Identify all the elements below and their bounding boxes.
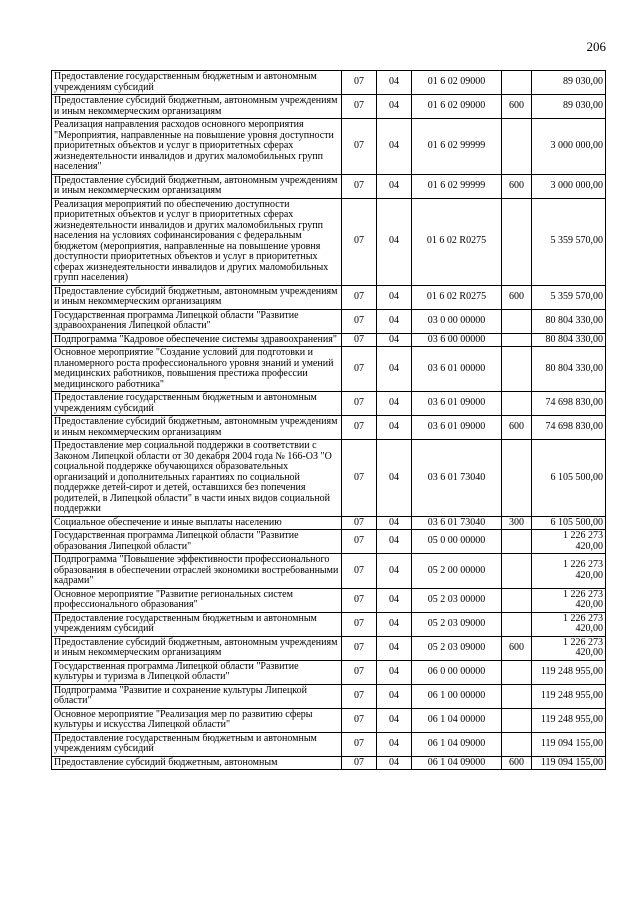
row-expense-type-cell <box>502 198 532 285</box>
row-target-article-cell: 06 1 04 09000 <box>412 756 502 770</box>
table-row <box>52 612 606 636</box>
row-amount-cell: 74 698 830,00 <box>532 392 606 416</box>
row-section-cell: 07 <box>342 660 377 684</box>
row-expense-type-cell: 600 <box>502 174 532 198</box>
table-row <box>52 440 606 517</box>
row-name-cell: Предоставление государственным бюджетным и автономным учреждениям субсидий <box>52 732 342 756</box>
row-expense-type-cell <box>502 612 532 636</box>
row-section-cell: 07 <box>342 554 377 589</box>
table-row <box>52 392 606 416</box>
row-amount-cell: 74 698 830,00 <box>532 416 606 440</box>
table-row <box>52 708 606 732</box>
row-name-cell: Предоставление субсидий бюджетным, автономным учреждениям и иным некоммерческим организациям <box>52 416 342 440</box>
row-expense-type-cell <box>502 309 532 333</box>
table-row <box>52 309 606 333</box>
row-amount-cell: 119 248 955,00 <box>532 684 606 708</box>
row-target-article-cell: 03 6 01 73040 <box>412 516 502 530</box>
row-section-cell: 07 <box>342 309 377 333</box>
row-subsection-cell: 04 <box>377 285 412 309</box>
row-name-cell: Предоставление государственным бюджетным и автономным учреждениям субсидий <box>52 612 342 636</box>
row-target-article-cell: 05 2 03 00000 <box>412 588 502 612</box>
row-subsection-cell: 04 <box>377 660 412 684</box>
row-target-article-cell: 03 6 00 00000 <box>412 333 502 347</box>
row-amount-cell: 1 226 273 420,00 <box>532 588 606 612</box>
row-name-cell: Основное мероприятие "Реализация мер по развитию сферы культуры и искусства Липецкой области" <box>52 708 342 732</box>
row-section-cell: 07 <box>342 708 377 732</box>
row-subsection-cell: 04 <box>377 309 412 333</box>
row-expense-type-cell <box>502 119 532 175</box>
table-row <box>52 684 606 708</box>
row-name-cell: Предоставление мер социальной поддержки в соответствии с Законом Липецкой области от 30 декабря 2004 года № 166-ОЗ "О социальной поддержке обучающихся образовательных организаций и дополнительных гарантиях по социальной поддержке детей-сирот и детей, оставшихся без попечения родителей, в Липецкой области" в части иных видов социальной поддержки <box>52 440 342 517</box>
row-section-cell: 07 <box>342 174 377 198</box>
row-name-cell: Реализация мероприятий по обеспечению доступности приоритетных объектов и услуг в приоритетных сферах жизнедеятельности инвалидов и других маломобильных групп населения на условиях софинансирования с федеральным бюджетом (мероприятия, направленные на повышение уровня доступности приоритетных объектов и услуг в приоритетных сферах жизнедеятельности инвалидов и других маломобильных групп населения) <box>52 198 342 285</box>
row-subsection-cell: 04 <box>377 416 412 440</box>
row-amount-cell: 6 105 500,00 <box>532 440 606 517</box>
row-subsection-cell: 04 <box>377 588 412 612</box>
row-expense-type-cell <box>502 660 532 684</box>
table-row <box>52 732 606 756</box>
row-amount-cell: 80 804 330,00 <box>532 333 606 347</box>
row-subsection-cell: 04 <box>377 95 412 119</box>
row-target-article-cell: 03 6 01 73040 <box>412 440 502 517</box>
row-name-cell: Подпрограмма "Развитие и сохранение культуры Липецкой области" <box>52 684 342 708</box>
table-row <box>52 333 606 347</box>
row-target-article-cell: 05 2 03 09000 <box>412 612 502 636</box>
row-section-cell: 07 <box>342 119 377 175</box>
table-row <box>52 660 606 684</box>
row-section-cell: 07 <box>342 71 377 95</box>
table-row <box>52 756 606 770</box>
row-subsection-cell: 04 <box>377 119 412 175</box>
row-name-cell: Предоставление субсидий бюджетным, автономным <box>52 756 342 770</box>
row-name-cell: Предоставление государственным бюджетным и автономным учреждениям субсидий <box>52 392 342 416</box>
row-amount-cell: 119 094 155,00 <box>532 732 606 756</box>
row-target-article-cell: 06 0 00 00000 <box>412 660 502 684</box>
row-section-cell: 07 <box>342 392 377 416</box>
row-name-cell: Предоставление государственным бюджетным и автономным учреждениям субсидий <box>52 71 342 95</box>
row-subsection-cell: 04 <box>377 530 412 554</box>
page-number: 206 <box>586 39 606 54</box>
row-subsection-cell: 04 <box>377 71 412 95</box>
row-expense-type-cell: 600 <box>502 416 532 440</box>
row-amount-cell: 3 000 000,00 <box>532 174 606 198</box>
row-target-article-cell: 05 2 03 09000 <box>412 636 502 660</box>
row-name-cell: Основное мероприятие "Создание условий для подготовки и планомерного роста профессионального уровня знаний и умений медицинских работников, повышения престижа профессии медицинского работника" <box>52 347 342 392</box>
row-section-cell: 07 <box>342 440 377 517</box>
row-target-article-cell: 05 2 00 00000 <box>412 554 502 589</box>
row-name-cell: Государственная программа Липецкой области "Развитие культуры и туризма в Липецкой области" <box>52 660 342 684</box>
row-amount-cell: 89 030,00 <box>532 71 606 95</box>
row-amount-cell: 119 248 955,00 <box>532 708 606 732</box>
row-target-article-cell: 06 1 04 09000 <box>412 732 502 756</box>
row-subsection-cell: 04 <box>377 756 412 770</box>
table-row <box>52 516 606 530</box>
row-section-cell: 07 <box>342 732 377 756</box>
row-target-article-cell: 03 0 00 00000 <box>412 309 502 333</box>
row-expense-type-cell <box>502 588 532 612</box>
row-subsection-cell: 04 <box>377 554 412 589</box>
row-amount-cell: 5 359 570,00 <box>532 198 606 285</box>
row-name-cell: Государственная программа Липецкой области "Развитие образования Липецкой области" <box>52 530 342 554</box>
row-amount-cell: 5 359 570,00 <box>532 285 606 309</box>
row-section-cell: 07 <box>342 516 377 530</box>
row-expense-type-cell <box>502 392 532 416</box>
row-expense-type-cell <box>502 440 532 517</box>
row-section-cell: 07 <box>342 347 377 392</box>
row-target-article-cell: 01 6 02 99999 <box>412 174 502 198</box>
row-amount-cell: 1 226 273 420,00 <box>532 612 606 636</box>
row-amount-cell: 1 226 273 420,00 <box>532 554 606 589</box>
row-target-article-cell: 01 6 02 R0275 <box>412 285 502 309</box>
row-subsection-cell: 04 <box>377 684 412 708</box>
row-name-cell: Подпрограмма "Кадровое обеспечение системы здравоохранения" <box>52 333 342 347</box>
row-subsection-cell: 04 <box>377 347 412 392</box>
row-name-cell: Предоставление субсидий бюджетным, автономным учреждениям и иным некоммерческим организациям <box>52 636 342 660</box>
row-target-article-cell: 01 6 02 99999 <box>412 119 502 175</box>
table-row <box>52 174 606 198</box>
row-subsection-cell: 04 <box>377 392 412 416</box>
row-amount-cell: 119 094 155,00 <box>532 756 606 770</box>
row-amount-cell: 1 226 273 420,00 <box>532 530 606 554</box>
table-row <box>52 119 606 175</box>
row-name-cell: Предоставление субсидий бюджетным, автономным учреждениям и иным некоммерческим организациям <box>52 174 342 198</box>
row-subsection-cell: 04 <box>377 174 412 198</box>
row-amount-cell: 6 105 500,00 <box>532 516 606 530</box>
table-row <box>52 347 606 392</box>
row-subsection-cell: 04 <box>377 440 412 517</box>
row-section-cell: 07 <box>342 684 377 708</box>
row-expense-type-cell <box>502 71 532 95</box>
row-name-cell: Реализация направления расходов основного мероприятия "Мероприятия, направленные на повышение уровня доступности приоритетных объектов и услуг в приоритетных сферах жизнедеятельности инвалидов и других маломобильных групп населения" <box>52 119 342 175</box>
row-target-article-cell: 03 6 01 00000 <box>412 347 502 392</box>
row-target-article-cell: 05 0 00 00000 <box>412 530 502 554</box>
row-expense-type-cell: 600 <box>502 636 532 660</box>
row-target-article-cell: 01 6 02 09000 <box>412 71 502 95</box>
row-target-article-cell: 03 6 01 09000 <box>412 392 502 416</box>
row-subsection-cell: 04 <box>377 708 412 732</box>
row-expense-type-cell <box>502 347 532 392</box>
row-amount-cell: 119 248 955,00 <box>532 660 606 684</box>
row-name-cell: Социальное обеспечение и иные выплаты населению <box>52 516 342 530</box>
row-section-cell: 07 <box>342 530 377 554</box>
row-expense-type-cell <box>502 333 532 347</box>
row-expense-type-cell: 300 <box>502 516 532 530</box>
row-expense-type-cell <box>502 530 532 554</box>
row-expense-type-cell: 600 <box>502 285 532 309</box>
row-target-article-cell: 06 1 00 00000 <box>412 684 502 708</box>
row-amount-cell: 80 804 330,00 <box>532 347 606 392</box>
row-section-cell: 07 <box>342 333 377 347</box>
row-expense-type-cell <box>502 554 532 589</box>
row-amount-cell: 1 226 273 420,00 <box>532 636 606 660</box>
row-name-cell: Предоставление субсидий бюджетным, автономным учреждениям и иным некоммерческим организациям <box>52 95 342 119</box>
row-expense-type-cell <box>502 708 532 732</box>
row-section-cell: 07 <box>342 588 377 612</box>
row-name-cell: Подпрограмма "Повышение эффективности профессионального образования в обеспечении отраслей экономики востребованными кадрами" <box>52 554 342 589</box>
row-target-article-cell: 01 6 02 09000 <box>412 95 502 119</box>
table-row <box>52 95 606 119</box>
table-row <box>52 285 606 309</box>
row-section-cell: 07 <box>342 416 377 440</box>
row-subsection-cell: 04 <box>377 516 412 530</box>
row-section-cell: 07 <box>342 756 377 770</box>
row-section-cell: 07 <box>342 285 377 309</box>
row-section-cell: 07 <box>342 636 377 660</box>
table-row <box>52 636 606 660</box>
row-target-article-cell: 03 6 01 09000 <box>412 416 502 440</box>
row-section-cell: 07 <box>342 95 377 119</box>
row-subsection-cell: 04 <box>377 612 412 636</box>
table-row <box>52 198 606 285</box>
row-amount-cell: 89 030,00 <box>532 95 606 119</box>
row-amount-cell: 3 000 000,00 <box>532 119 606 175</box>
budget-table <box>51 70 606 770</box>
row-target-article-cell: 06 1 04 00000 <box>412 708 502 732</box>
table-row <box>52 588 606 612</box>
row-target-article-cell: 01 6 02 R0275 <box>412 198 502 285</box>
row-expense-type-cell <box>502 732 532 756</box>
budget-table-body <box>52 71 606 770</box>
row-subsection-cell: 04 <box>377 732 412 756</box>
row-expense-type-cell: 600 <box>502 756 532 770</box>
row-name-cell: Предоставление субсидий бюджетным, автономным учреждениям и иным некоммерческим организациям <box>52 285 342 309</box>
row-name-cell: Основное мероприятие "Развитие региональных систем профессионального образования" <box>52 588 342 612</box>
row-subsection-cell: 04 <box>377 333 412 347</box>
row-name-cell: Государственная программа Липецкой области "Развитие здравоохранения Липецкой области" <box>52 309 342 333</box>
row-expense-type-cell: 600 <box>502 95 532 119</box>
row-expense-type-cell <box>502 684 532 708</box>
row-subsection-cell: 04 <box>377 198 412 285</box>
row-section-cell: 07 <box>342 612 377 636</box>
row-amount-cell: 80 804 330,00 <box>532 309 606 333</box>
table-row <box>52 530 606 554</box>
table-row <box>52 554 606 589</box>
table-row <box>52 416 606 440</box>
table-row <box>52 71 606 95</box>
row-subsection-cell: 04 <box>377 636 412 660</box>
row-section-cell: 07 <box>342 198 377 285</box>
